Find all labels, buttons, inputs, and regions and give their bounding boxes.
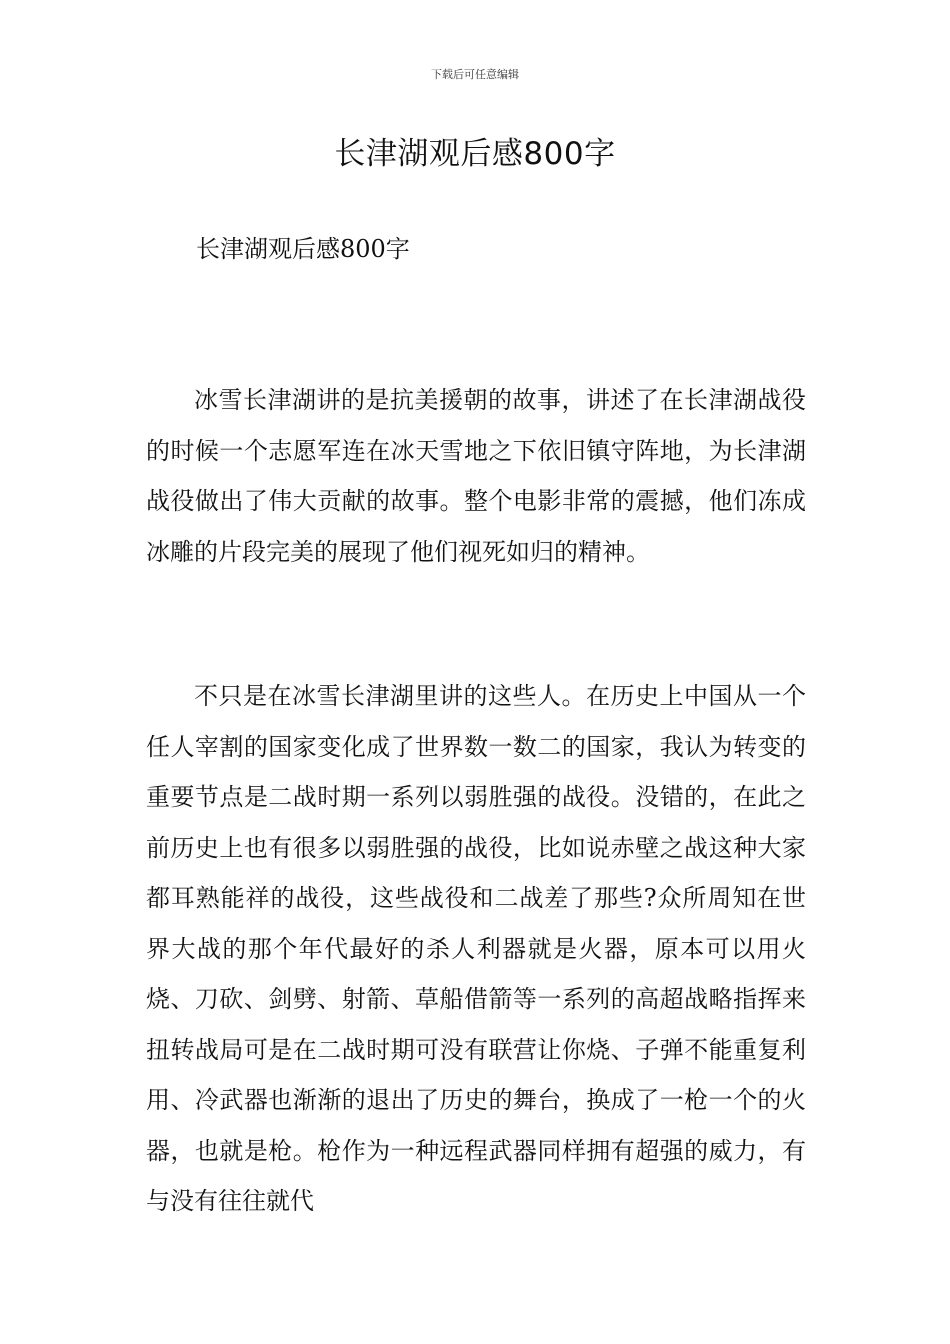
document-title: 长津湖观后感800字: [334, 136, 616, 172]
document-subtitle: 长津湖观后感800字: [196, 235, 410, 263]
paragraph-2: 不只是在冰雪长津湖里讲的这些人。在历史上中国从一个任人宰割的国家变化成了世界数一数二的国家，我认为转变的重要节点是二战时期一系列以弱胜强的战役。没错的，在此之前历史上也有很多以弱胜强的战役，比如说赤壁之战这种大家都耳熟能祥的战役，这些战役和二战差了那些?众所周知在世界大战的那个年代最好的杀人利器就是火器，原本可以用火烧、刀砍、剑劈、射箭、草船借箭等一系列的高超战略指挥来扭转战局可是在二战时期可没有联营让你烧、子弹不能重复利用、冷武器也渐渐的退出了历史的舞台，换成了一枪一个的火器，也就是枪。枪作为一种远程武器同样拥有超强的威力，有与没有往往就代: [146, 682, 806, 1215]
paragraph-1: 冰雪长津湖讲的是抗美援朝的故事，讲述了在长津湖战役的时候一个志愿军连在冰天雪地之下依旧镇守阵地，为长津湖战役做出了伟大贡献的故事。整个电影非常的震撼，他们冻成冰雕的片段完美的展现了他们视死如归的精神。: [146, 386, 806, 566]
header-note: 下载后可任意编辑: [431, 68, 519, 81]
